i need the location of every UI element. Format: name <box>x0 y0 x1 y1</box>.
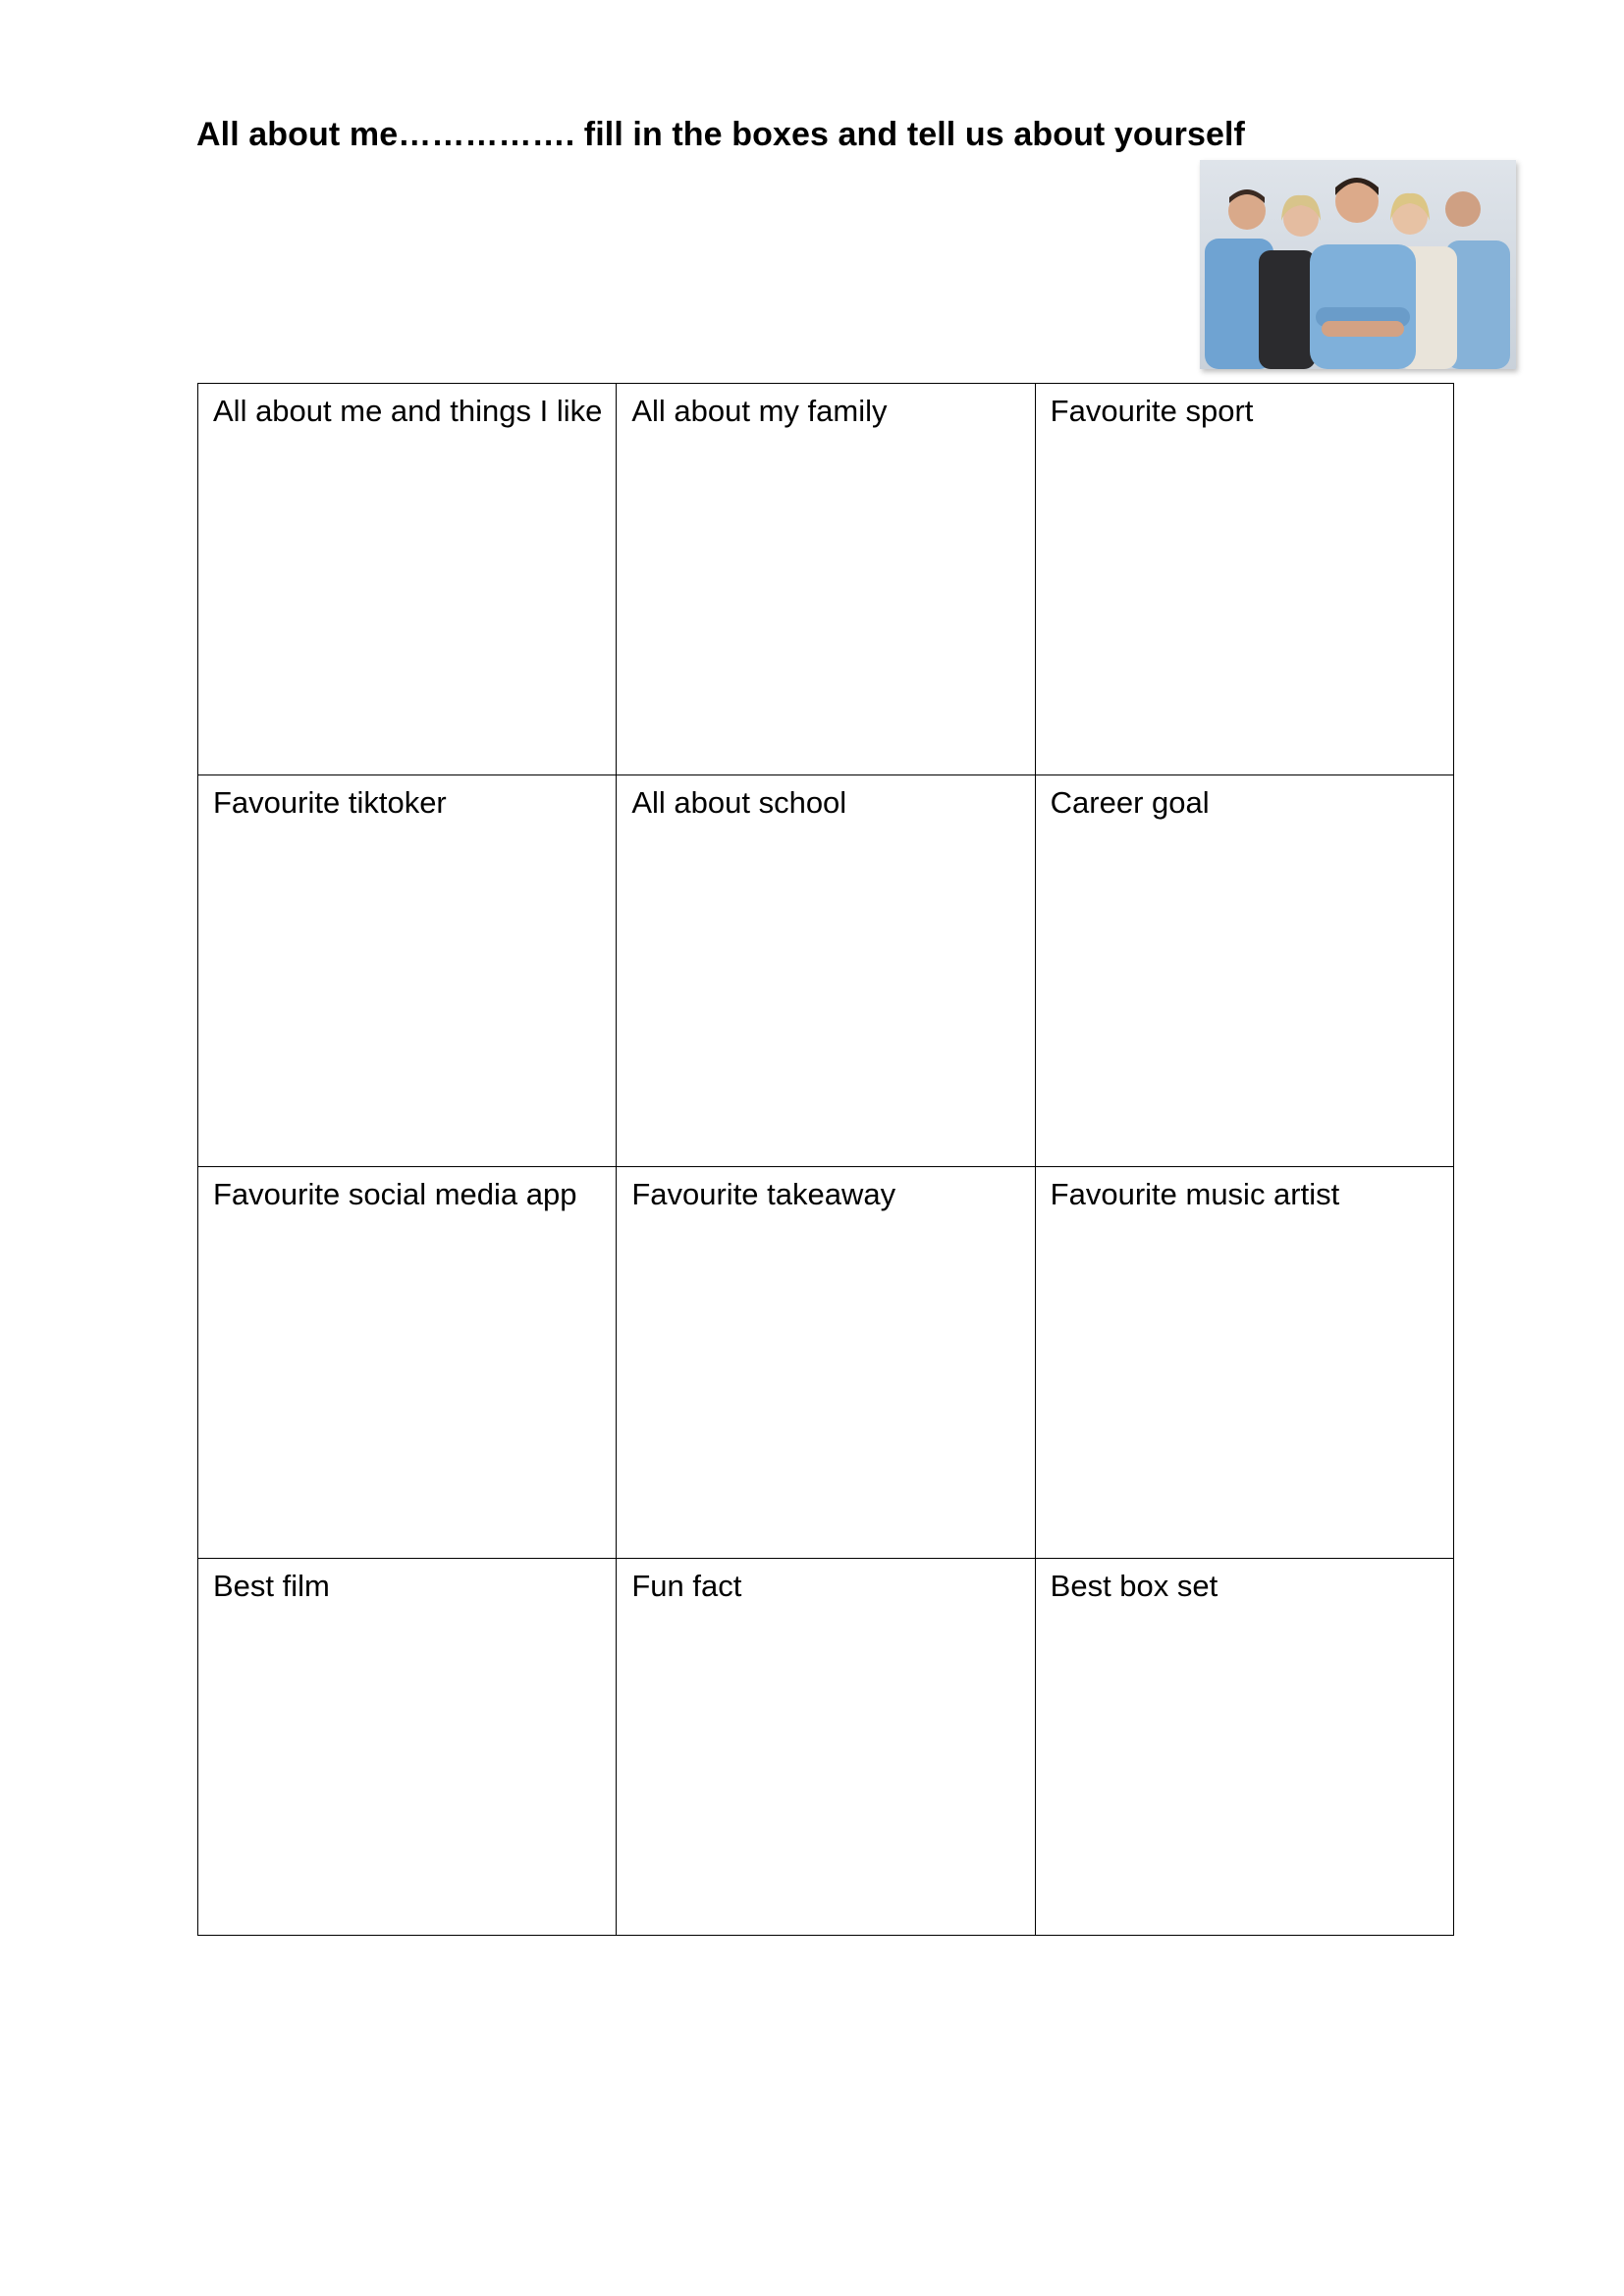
grid-row <box>198 384 1454 775</box>
cell-label: Favourite sport <box>1050 394 1254 428</box>
cell-label: Best film <box>213 1569 330 1603</box>
cell-label: Favourite tiktoker <box>213 785 447 820</box>
grid-cell[interactable] <box>198 1559 617 1936</box>
grid-row <box>198 1167 1454 1559</box>
cell-label: All about my family <box>631 394 888 428</box>
cell-label: All about me and things I like <box>213 394 603 428</box>
grid-cell[interactable] <box>617 384 1035 775</box>
cell-label: Favourite music artist <box>1050 1177 1340 1211</box>
fill-in-grid <box>197 383 1454 1936</box>
grid-row <box>198 1559 1454 1936</box>
grid-cell[interactable] <box>617 1167 1035 1559</box>
grid-cell[interactable] <box>617 775 1035 1167</box>
grid-cell[interactable] <box>198 1167 617 1559</box>
page-title: All about me……………. fill in the boxes and tell us about yourself <box>196 116 1245 153</box>
cell-label: Career goal <box>1050 785 1210 820</box>
grid-cell[interactable] <box>1035 384 1453 775</box>
cell-label: Favourite takeaway <box>631 1177 896 1211</box>
grid-cell[interactable] <box>1035 1559 1453 1936</box>
cell-label: Best box set <box>1050 1569 1218 1603</box>
grid-cell[interactable] <box>617 1559 1035 1936</box>
grid-cell[interactable] <box>198 775 617 1167</box>
group-photo <box>1200 160 1516 369</box>
cell-label: Fun fact <box>631 1569 742 1603</box>
grid-row <box>198 775 1454 1167</box>
grid-cell[interactable] <box>198 384 617 775</box>
grid-cell[interactable] <box>1035 775 1453 1167</box>
grid-cell[interactable] <box>1035 1167 1453 1559</box>
cell-label: All about school <box>631 785 847 820</box>
cell-label: Favourite social media app <box>213 1177 577 1211</box>
